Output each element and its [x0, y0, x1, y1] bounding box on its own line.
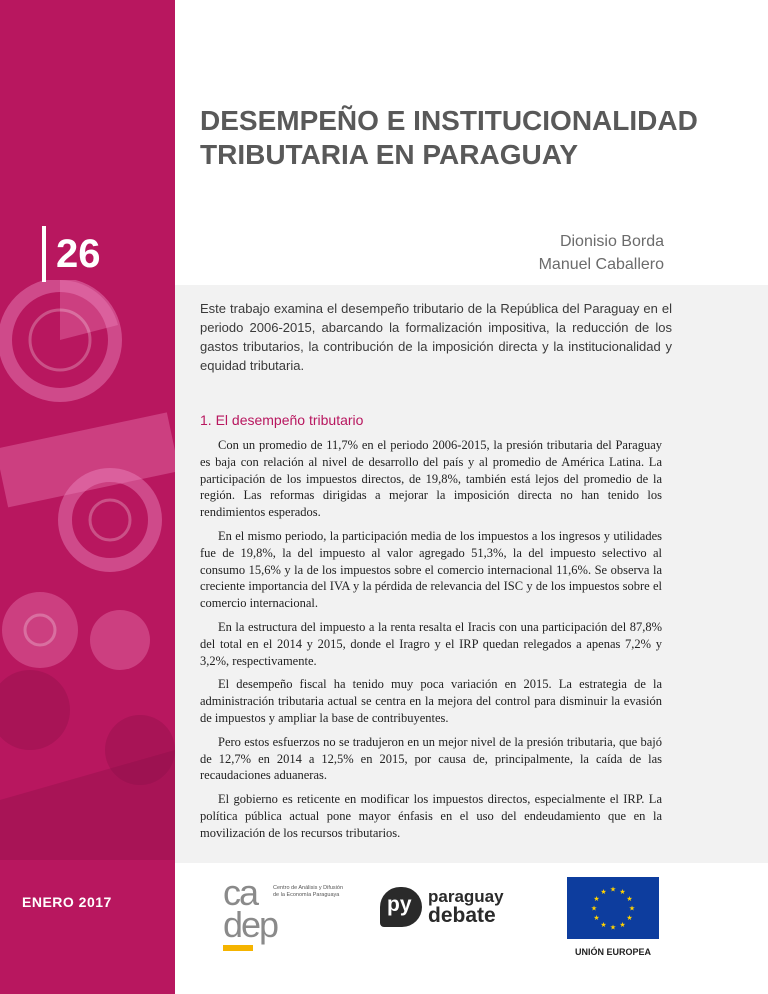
- eu-star-icon: ★: [590, 905, 598, 913]
- eu-star-icon: ★: [628, 905, 636, 913]
- decorative-gear-pattern: [0, 280, 175, 860]
- cover-sidebar: [0, 0, 175, 994]
- section-body: [200, 437, 662, 849]
- eu-star-icon: ★: [600, 889, 607, 897]
- cadep-underline: [223, 945, 253, 951]
- issue-number: 26: [42, 226, 101, 282]
- paragraph: Con un promedio de 11,7% en el periodo 2006-2015, la presión tributaria del Paraguay es baja con relación al nivel de desarrollo del país y al promedio de América Latina. La participación de los impuestos directos, de 19,8%, también está lejos del promedio de la región. Las reformas dirigidas a mejorar la imposición directa no han tenido los rendimientos esperados.: [200, 438, 662, 520]
- author-name: Dionisio Borda: [559, 233, 664, 250]
- eu-star-icon: ★: [626, 896, 633, 903]
- eu-star-icon: ★: [619, 921, 626, 929]
- eu-star-icon: ★: [609, 886, 617, 894]
- author-list: [539, 230, 664, 276]
- eu-caption: UNIÓN EUROPEA: [574, 947, 651, 957]
- eu-star-icon: ★: [609, 924, 617, 932]
- paraguay-debate-logo: [380, 885, 515, 945]
- paragraph: En la estructura del impuesto a la renta resalta el Iracis con una participación del 87,8% del total en el 2014 y 2015, donde el Iragro y el IRP quedan relegados a apenas 7,2% y 3,2%, respectivamente.: [200, 619, 662, 668]
- py-badge: py: [380, 887, 422, 927]
- paragraph: En el mismo periodo, la participación media de los impuestos a los ingresos y utilidades fue de 19,8%, la del impuesto al valor agregado 51,3%, la del impuesto selectivo al consumo 15,6% y la de los impuestos sobre el comercio internacional 11,6%. Se observa la creciente importancia del IVA y la pérdida de relevancia del ISC y de los impuestos sobre el comercio internacional.: [200, 528, 662, 611]
- section-heading: 1. El desempeño tributario: [200, 412, 364, 428]
- author-name: Manuel Caballero: [538, 256, 664, 273]
- eu-star-icon: ★: [593, 896, 600, 903]
- paraguay-debate-line2: debate: [428, 904, 496, 927]
- document-title: DESEMPEÑO E INSTITUCIONALIDAD TRIBUTARIA EN PARAGUAY: [200, 105, 698, 170]
- abstract: Este trabajo examina el desempeño tributario de la República del Paraguay en el periodo 2006-2015, abarcando la formalización impositiva, la reducción de los gastos tributarios, la contribución de la imposición directa y la institucionalidad y equidad tributaria.: [200, 301, 672, 373]
- cadep-letters-bottom: dep: [223, 904, 278, 945]
- eu-logo: [567, 877, 659, 957]
- eu-star-icon: ★: [619, 889, 626, 897]
- cadep-caption: Centro de Análisis y Difusión de la Economía Paraguaya: [273, 885, 344, 898]
- paragraph: El desempeño fiscal ha tenido muy poca variación en 2015. La estrategia de la administración tributaria actual se centra en la mejora del control para disminuir la evasión de impuestos y ampliar la base de contribuyentes.: [200, 677, 662, 725]
- eu-flag-icon: [567, 877, 659, 939]
- eu-star-icon: ★: [593, 915, 600, 922]
- eu-star-icon: ★: [600, 921, 607, 929]
- publication-date: ENERO 2017: [22, 894, 112, 910]
- cadep-logo: [223, 872, 363, 959]
- paragraph: El gobierno es reticente en modificar los impuestos directos, especialmente el IRP. La política pública actual pone mayor énfasis en el uso del endeudamiento que en la movilización de los recursos tributarios.: [200, 792, 662, 840]
- paraguay-debate-line1: paraguay: [428, 887, 504, 906]
- eu-star-icon: ★: [626, 915, 633, 922]
- paragraph: Pero estos esfuerzos no se tradujeron en un mejor nivel de la presión tributaria, que bajó de 12,7% en 2014 a 12,5% en 2015, por causa de, principalmente, la caída de las recaudaciones aduaneras.: [200, 734, 662, 783]
- logo-strip: [175, 863, 768, 994]
- cadep-letters-top: ca: [223, 872, 258, 913]
